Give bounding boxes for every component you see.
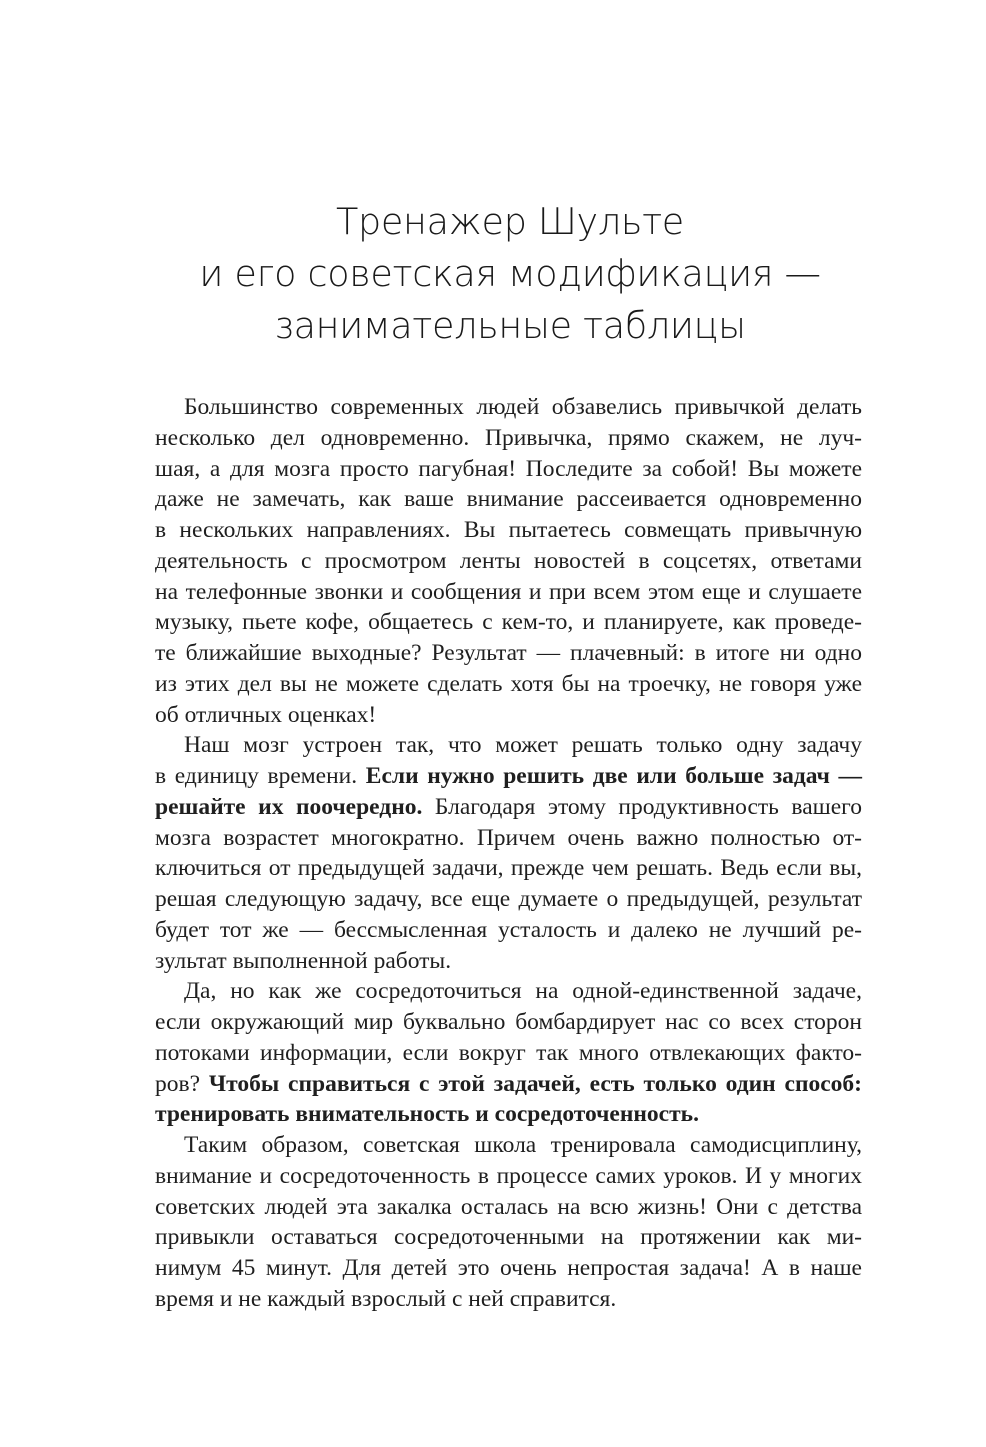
chapter-heading (120, 196, 900, 352)
text-line: Да, но как же сосредоточиться на одной-единственной задаче, (184, 978, 862, 1005)
text-line: те ближайшие выходные? Результат — плачевный: в итоге ни одно (155, 640, 862, 666)
text-line: Наш мозг устроен так, что может решать только одну задачу (184, 732, 862, 759)
text-line: в нескольких направлениях. Вы пытаетесь совмещать привычную (155, 517, 862, 543)
text-line: решайте их поочередно. Благодаря этому продуктивность вашего (155, 793, 862, 820)
heading-line: Тренажер Шульте (336, 200, 684, 243)
text-line (155, 1099, 862, 1130)
text-line: будет тот же — бессмысленная усталость и далеко не лучший ре- (155, 916, 862, 943)
text-line: решая следующую задачу, все еще думаете о предыдущей, результат (155, 886, 862, 912)
text-line: в единицу времени. Если нужно решить две или больше задач — (155, 763, 862, 789)
text-line: мозга возрастет многократно. Причем очень важно полностью от- (155, 824, 862, 851)
text-line: деятельность с просмотром ленты новостей в соцсетях, ответами (155, 547, 862, 574)
text-line: об отличных оценках! (155, 701, 377, 728)
bold-emphasis: решайте их поочередно. (155, 793, 423, 820)
text-line: нимум 45 минут. Для детей это очень непростая задача! А в наше (155, 1255, 862, 1281)
text-line: музыку, пьете кофе, общаетесь с кем-то, и планируете, как проведе- (155, 609, 862, 636)
heading-line: и его советская модификация — (199, 252, 821, 295)
bold-emphasis: тренировать внимательность и сосредоточенность. (155, 1101, 699, 1128)
paragraph (155, 976, 862, 1130)
heading-line: занимательные таблицы (274, 304, 746, 347)
body-text (155, 392, 862, 1315)
text-line: время и не каждый взрослый с ней справится. (155, 1285, 617, 1312)
text-line: ключиться от предыдущей задачи, прежде чем решать. Ведь если вы, (155, 855, 862, 882)
paragraph (155, 730, 862, 976)
paragraph (155, 392, 862, 730)
text-line: на телефонные звонки и сообщения и при всем этом еще и слушаете (155, 578, 862, 605)
text-line: ров? Чтобы справиться с этой задачей, есть только один способ: (155, 1070, 863, 1097)
text-line: Таким образом, советская школа тренировала самодисциплину, (184, 1132, 862, 1158)
text-line: из этих дел вы не можете сделать хотя бы на троечку, не говоря уже (155, 670, 862, 697)
text-line: если окружающий мир буквально бомбардирует нас со всех сторон (155, 1009, 862, 1035)
text-line: привыкли оставаться сосредоточенными на протяжении как ми- (155, 1224, 862, 1251)
bold-emphasis: Если нужно решить две или больше задач — (365, 763, 862, 789)
bold-emphasis: Чтобы справиться с этой задачей, есть только один способ: (208, 1070, 863, 1097)
text-line: даже не замечать, как ваше внимание рассеивается одновременно (155, 486, 862, 513)
text-line: зультат выполненной работы. (155, 947, 452, 974)
text-line: потоками информации, если вокруг так много отвлекающих факто- (155, 1039, 862, 1066)
text-line: Большинство современных людей обзавелись привычкой делать (184, 394, 862, 420)
paragraph (155, 1130, 862, 1315)
text-line: советских людей эта закалка осталась на всю жизнь! Они с детства (155, 1193, 862, 1220)
text-line: шая, а для мозга просто пагубная! Последите за собой! Вы можете (155, 455, 862, 482)
text-line: несколько дел одновременно. Привычка, прямо скажем, не луч- (155, 424, 862, 451)
text-line: внимание и сосредоточенность в процессе самих уроков. И у многих (155, 1162, 862, 1189)
